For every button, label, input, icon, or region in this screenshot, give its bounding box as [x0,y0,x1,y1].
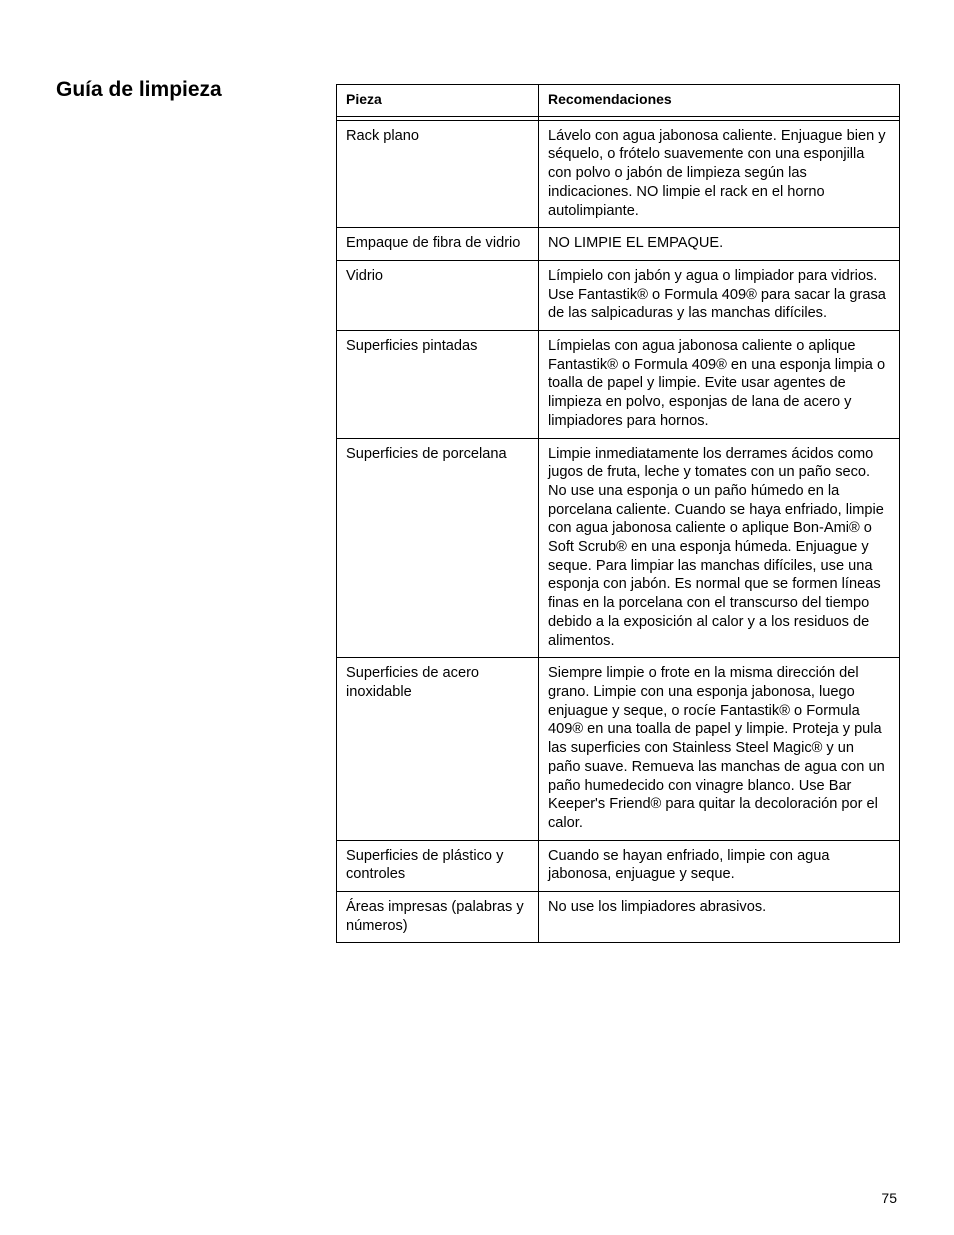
pieza-cell: Superficies de plástico y controles [337,840,539,891]
cleaning-guide-table [336,84,900,943]
table-row [337,840,900,891]
table-row [337,331,900,439]
pieza-cell: Áreas impresas (palabras y números) [337,892,539,943]
column-header-pieza: Pieza [337,85,539,117]
recomendacion-cell: No use los limpiadores abrasivos. [539,892,900,943]
pieza-cell: Superficies de acero inoxidable [337,658,539,840]
pieza-cell: Superficies de porcelana [337,438,539,658]
pieza-cell: Rack plano [337,120,539,228]
recomendacion-cell: Límpielas con agua jabonosa caliente o aplique Fantastik® o Formula 409® en una esponja limpia o toalla de papel y limpie. Evite usar agentes de limpieza en polvo, esponjas de lana de acero y limpiadores para hornos. [539,331,900,439]
pieza-cell: Superficies pintadas [337,331,539,439]
column-header-recomendaciones: Recomendaciones [539,85,900,117]
recomendacion-cell: Siempre limpie o frote en la misma dirección del grano. Limpie con una esponja jabonosa, luego enjuague y seque, o rocíe Fantastik® o Formula 409® en una toalla de papel y limpie. Proteja y pula las superficies con Stainless Steel Magic® y un paño suave. Remueva las manchas de agua con un paño humedecido con vinagre blanco. Use Bar Keeper's Friend® para quitar la decoloración por el calor. [539,658,900,840]
recomendacion-cell: Limpie inmediatamente los derrames ácidos como jugos de fruta, leche y tomates con un paño seco. No use una esponja o un paño húmedo en la porcelana caliente. Cuando se haya enfriado, limpie con agua jabonosa caliente o aplique Bon-Ami® o Soft Scrub® en una esponja húmeda. Enjuague y seque. Para limpiar las manchas difíciles, use una esponja con jabón. Es normal que se formen líneas finas en la porcelana con el transcurso del tiempo debido a la exposición al calor y a los residuos de alimentos. [539,438,900,658]
table-row [337,658,900,840]
pieza-cell: Empaque de fibra de vidrio [337,228,539,261]
pieza-cell: Vidrio [337,260,539,330]
recomendacion-cell: NO LIMPIE EL EMPAQUE. [539,228,900,261]
table-row [337,120,900,228]
table-row [337,260,900,330]
recomendacion-cell: Cuando se hayan enfriado, limpie con agua jabonosa, enjuague y seque. [539,840,900,891]
page-number: 75 [881,1190,897,1206]
table-header-row [337,85,900,117]
recomendacion-cell: Límpielo con jabón y agua o limpiador para vidrios. Use Fantastik® o Formula 409® para sacar la grasa de las salpicaduras y las manchas difíciles. [539,260,900,330]
page-title: Guía de limpieza [56,78,222,101]
table-row [337,892,900,943]
table-row [337,438,900,658]
recomendacion-cell: Lávelo con agua jabonosa caliente. Enjuague bien y séquelo, o frótelo suavemente con una esponjilla con polvo o jabón de limpieza según las indicaciones. NO limpie el rack en el horno autolimpiante. [539,120,900,228]
table-row [337,228,900,261]
